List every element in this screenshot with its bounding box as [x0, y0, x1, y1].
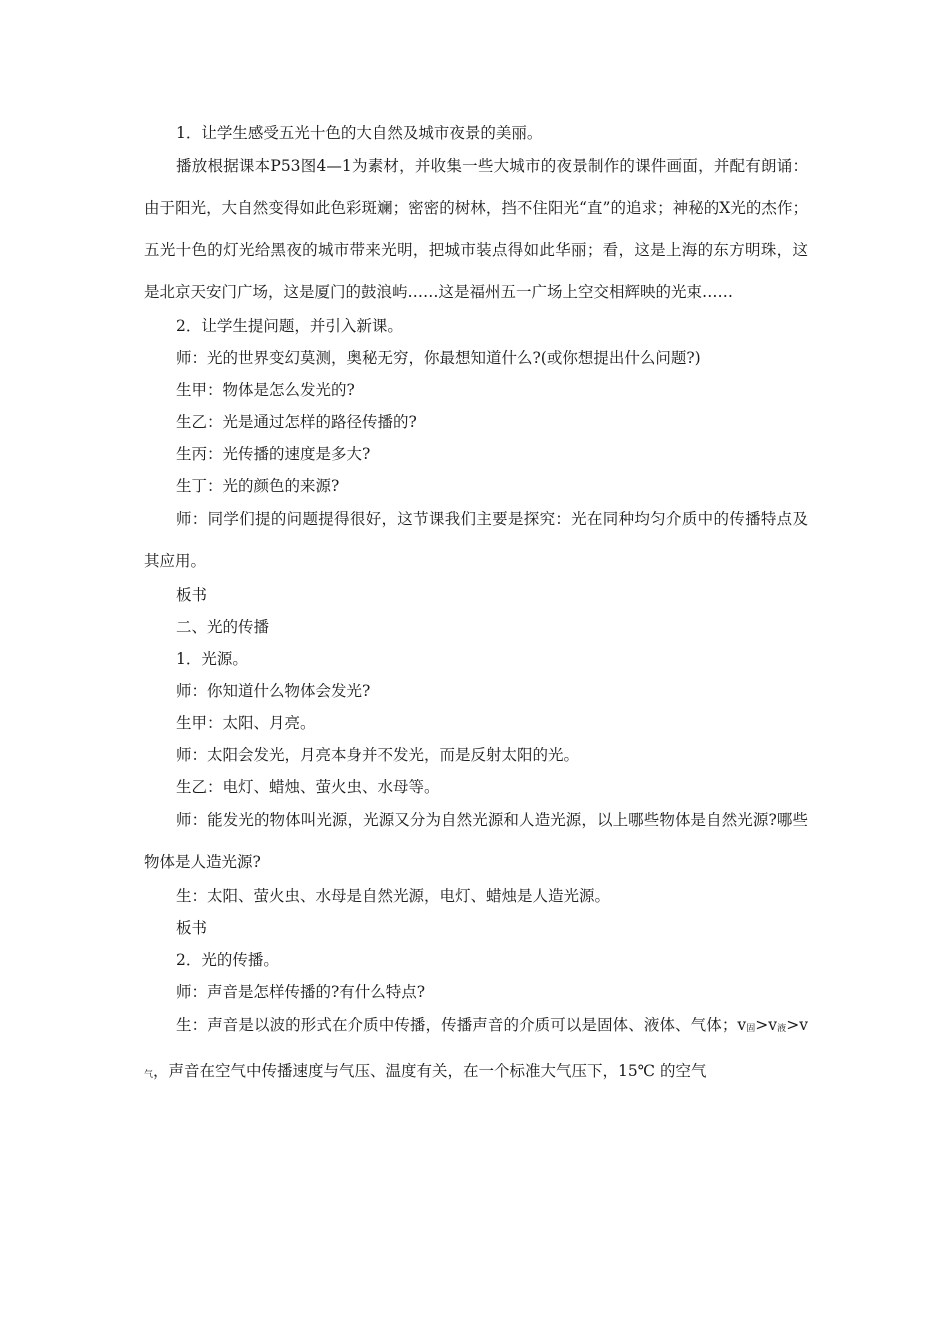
paragraph: 2．让学生提问题，并引入新课。: [176, 317, 403, 335]
paragraph: 师：声音是怎样传播的?有什么特点?: [176, 983, 426, 1001]
paragraph: 2．光的传播。: [176, 951, 279, 969]
subscript-gas: 气: [144, 1070, 154, 1080]
subscript-solid: 固: [746, 1024, 756, 1034]
paragraph: 播放根据课本P53图4—1为素材，并收集一些大城市的夜景制作的课件画面，并配有朗诵：由于阳光，大自然变得如此色彩斑斓；密密的树林，挡不住阳光“直”的追求；神秘的X光的杰作；五光十色的灯光给黑夜的城市带来光明，把城市装点得如此华丽；看，这是上海的东方明珠，这是北京天安门广场，这是厦门的鼓浪屿……这是福州五一广场上空交相辉映的光束……: [144, 157, 808, 301]
document-page: [144, 117, 808, 1096]
paragraph: 师：同学们提的问题提得很好，这节课我们主要是探究：光在同种均匀介质中的传播特点及其应用。: [144, 510, 808, 570]
text-run: >v: [755, 1016, 778, 1034]
text-run: 生：声音是以波的形式在介质中传播，传播声音的介质可以是固体、液体、气体；v: [176, 1016, 747, 1034]
paragraph: 生丁：光的颜色的来源?: [176, 477, 340, 495]
paragraph: 师：能发光的物体叫光源，光源又分为自然光源和人造光源，以上哪些物体是自然光源?哪些物体是人造光源?: [144, 811, 808, 871]
paragraph: 1．光源。: [176, 650, 248, 668]
paragraph: 师：太阳会发光，月亮本身并不发光，而是反射太阳的光。: [176, 746, 580, 764]
paragraph: 板书: [176, 919, 208, 937]
text-run: ，声音在空气中传播速度与气压、温度有关，在一个标准大气压下，15℃ 的空气: [153, 1062, 707, 1080]
paragraph: 生乙：光是通过怎样的路径传播的?: [176, 413, 417, 431]
paragraph: 板书: [176, 586, 208, 604]
paragraph: 师：你知道什么物体会发光?: [176, 682, 371, 700]
paragraph: 生：太阳、萤火虫、水母是自然光源，电灯、蜡烛是人造光源。: [176, 887, 611, 905]
subscript-liquid: 液: [777, 1024, 787, 1034]
text-run: >v: [786, 1016, 808, 1034]
paragraph: 师：光的世界变幻莫测，奥秘无穷，你最想知道什么?(或你想提出什么问题?): [176, 349, 701, 367]
section-heading: 二、光的传播: [176, 618, 270, 636]
paragraph: 生乙：电灯、蜡烛、萤火虫、水母等。: [176, 778, 440, 796]
paragraph: 生丙：光传播的速度是多大?: [176, 445, 371, 463]
paragraph: 生甲：太阳、月亮。: [176, 714, 316, 732]
paragraph-speed-comparison: [144, 1004, 808, 1096]
paragraph: 生甲：物体是怎么发光的?: [176, 381, 355, 399]
paragraph: 1．让学生感受五光十色的大自然及城市夜景的美丽。: [176, 124, 543, 142]
